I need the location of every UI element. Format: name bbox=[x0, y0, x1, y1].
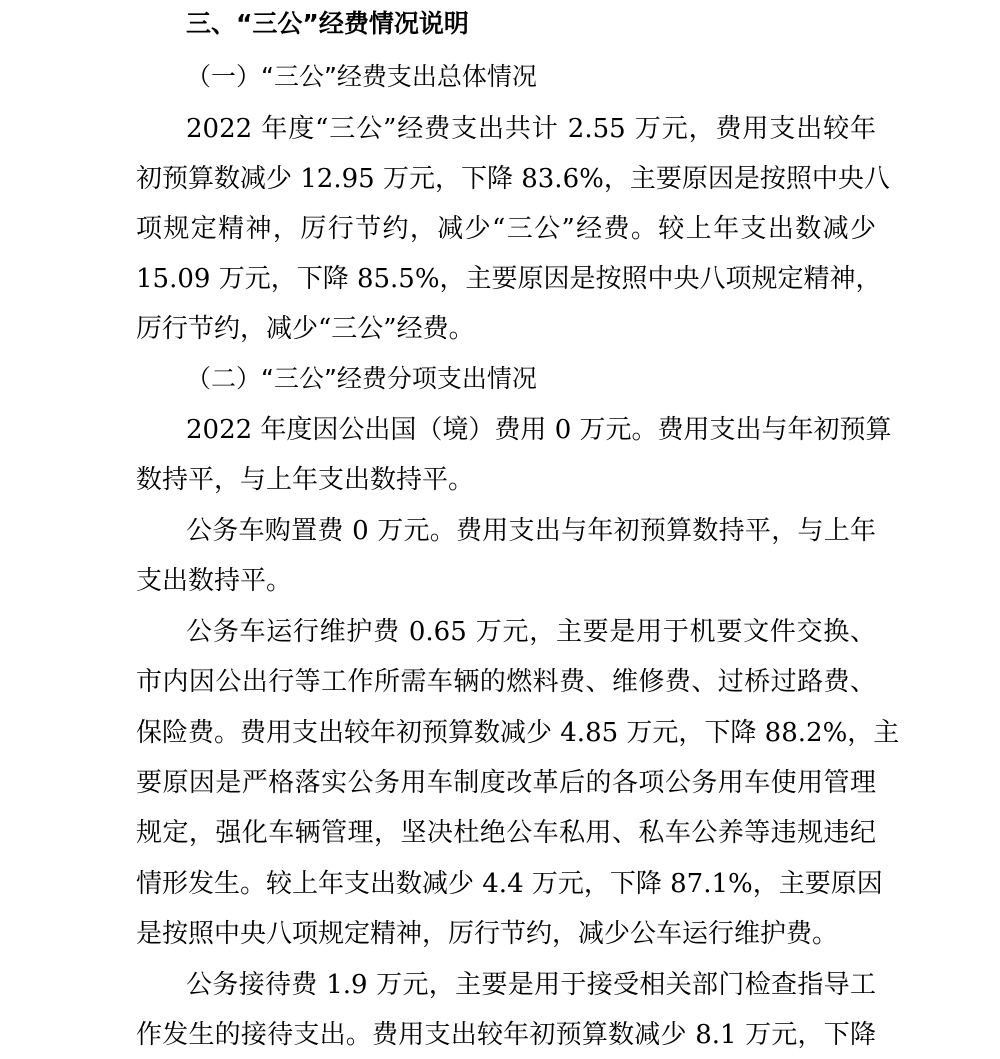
paragraph-line: 市内因公出行等工作所需车辆的燃料费、维修费、过桥过路费、 bbox=[136, 667, 876, 697]
paragraph-line: 支出数持平。 bbox=[136, 566, 293, 596]
paragraph-line: 2022 年度“三公”经费支出共计 2.55 万元，费用支出较年 bbox=[186, 114, 876, 144]
paragraph-line: 情形发生。较上年支出数减少 4.4 万元，下降 87.1%，主要原因 bbox=[136, 869, 883, 899]
subsection-title-overall: （一）“三公”经费支出总体情况 bbox=[186, 62, 537, 91]
paragraph-line: 厉行节约，减少“三公”经费。 bbox=[136, 314, 475, 344]
paragraph-line: 公务车运行维护费 0.65 万元，主要是用于机要文件交换、 bbox=[186, 617, 876, 647]
paragraph-line: 规定，强化车辆管理，坚决杜绝公车私用、私车公养等违规违纪 bbox=[136, 818, 876, 848]
paragraph-line: 15.09 万元，下降 85.5%，主要原因是按照中央八项规定精神， bbox=[136, 264, 882, 294]
paragraph-line: 项规定精神，厉行节约，减少“三公”经费。较上年支出数减少 bbox=[136, 214, 876, 244]
paragraph-line: 是按照中央八项规定精神，厉行节约，减少公车运行维护费。 bbox=[136, 919, 839, 949]
paragraph-line: 公务车购置费 0 万元。费用支出与年初预算数持平，与上年 bbox=[186, 516, 876, 546]
section-title: 三、“三公”经费情况说明 bbox=[186, 9, 469, 38]
paragraph-line: 公务接待费 1.9 万元，主要是用于接受相关部门检查指导工 bbox=[186, 970, 876, 1000]
paragraph-line: 初预算数减少 12.95 万元，下降 83.6%，主要原因是按照中央八 bbox=[136, 164, 890, 194]
paragraph-line: 保险费。费用支出较年初预算数减少 4.85 万元，下降 88.2%，主 bbox=[136, 718, 900, 748]
paragraph-line: 作发生的接待支出。费用支出较年初预算数减少 8.1 万元，下降 bbox=[136, 1020, 876, 1050]
paragraph-line: 2022 年度因公出国（境）费用 0 万元。费用支出与年初预算 bbox=[186, 415, 892, 445]
paragraph-line: 数持平，与上年支出数持平。 bbox=[136, 465, 475, 495]
paragraph-line: 要原因是严格落实公务用车制度改革后的各项公务用车使用管理 bbox=[136, 768, 876, 798]
subsection-title-itemized: （二）“三公”经费分项支出情况 bbox=[186, 364, 537, 393]
